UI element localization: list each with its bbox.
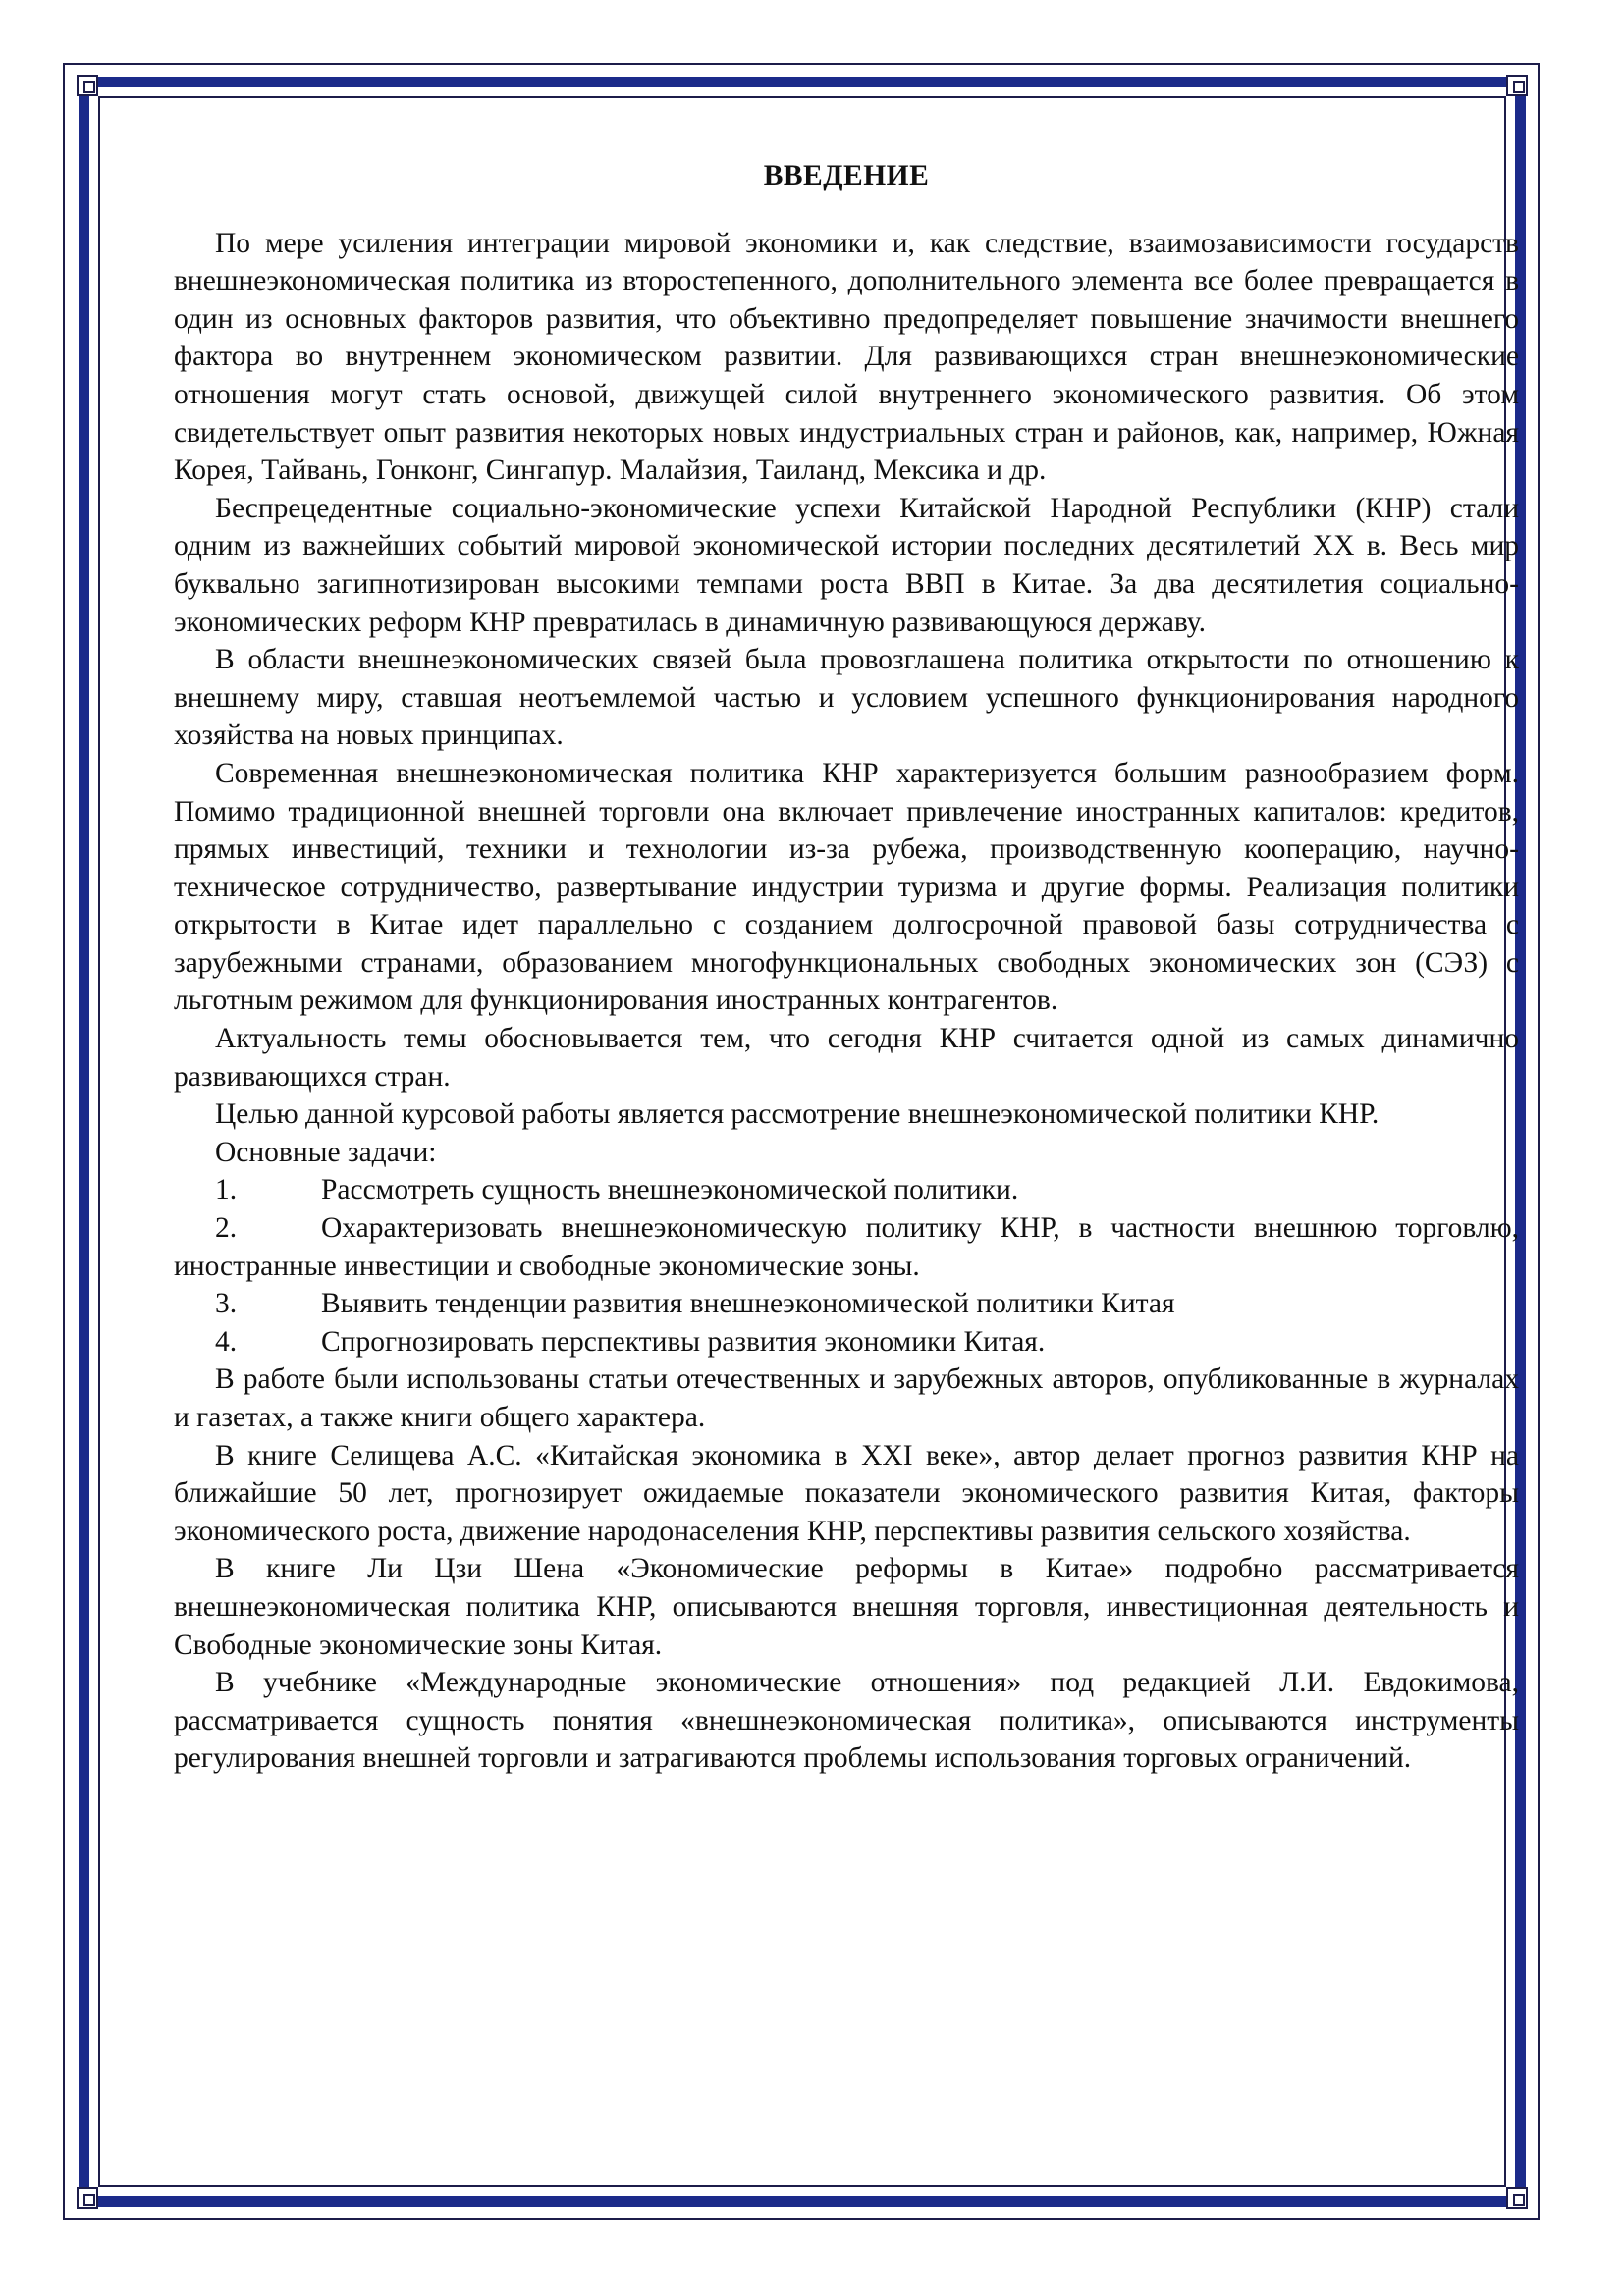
frame-corner-ornament	[1506, 2187, 1528, 2209]
paragraph: Целью данной курсовой работы является рассмотрение внешнеэкономической политики КНР.	[215, 1098, 1380, 1131]
list-item-number: 4.	[215, 1325, 238, 1358]
list-item	[174, 1285, 1519, 1323]
paragraph: По мере усиления интеграции мировой экономики и, как следствие, взаимозависимости государств внешнеэкономическая политика из второстепенного, дополнительного элемента все более превращается в один из основных факторов развития, что объективно предопределяет повышение значимости внешнего фактора во внутреннем экономическом развитии. Для развивающихся стран внешнеэкономические отношения могут стать основой, движущей силой внутреннего экономического развития. Об этом свидетельствует опыт развития некоторых новых индустриальных стран и районов, как, например, Южная Корея, Тайвань, Гонконг, Сингапур. Малайзия, Таиланд, Мексика и др.	[174, 227, 1519, 487]
list-item	[174, 1323, 1519, 1362]
paragraph: В работе были использованы статьи отечественных и зарубежных авторов, опубликованные в журналах и газетах, а также книги общего характера.	[174, 1363, 1519, 1433]
list-item-text: Спрогнозировать перспективы развития экономики Китая.	[321, 1325, 1046, 1358]
paragraph: В книге Селищева А.С. «Китайская экономика в XXI веке», автор делает прогноз развития КНР на ближайшие 50 лет, прогнозирует ожидаемые показатели экономического развития Китая, факторы экономического роста, движение народонаселения КНР, перспективы развития сельского хозяйства.	[174, 1439, 1519, 1547]
paragraph: В учебнике «Международные экономические отношения» под редакцией Л.И. Евдокимова, рассматривается сущность понятия «внешнеэкономическая политика», описываются инструменты регулирования внешней торговли и затрагиваются проблемы использования торговых ограничений.	[174, 1667, 1519, 1775]
frame-corner-ornament	[77, 75, 98, 96]
paragraph: Актуальность темы обосновывается тем, что сегодня КНР считается одной из самых динамично развивающихся стран.	[174, 1023, 1519, 1093]
list-item-text: Охарактеризовать внешнеэкономическую политику КНР, в частности внешнюю торговлю, иностранные инвестиции и свободные экономические зоны.	[174, 1212, 1519, 1282]
list-item-number: 1.	[215, 1174, 238, 1206]
list-item-text: Рассмотреть сущность внешнеэкономической политики.	[321, 1174, 1019, 1206]
frame-corner-ornament	[77, 2187, 98, 2209]
list-item-number: 2.	[215, 1212, 238, 1245]
tasks-heading: Основные задачи:	[215, 1136, 437, 1168]
page-title: ВВЕДЕНИЕ	[763, 160, 930, 191]
paragraph: В области внешнеэкономических связей была провозглашена политика открытости по отношению к внешнему миру, ставшая неотъемлемой частью и условием успешного функционирования народного хозяйства на новых принципах.	[174, 644, 1519, 752]
paragraph: Современная внешнеэкономическая политика КНР характеризуется большим разнообразием форм. Помимо традиционной внешней торговли она включает привлечение иностранных капиталов: кредитов, прямых инвестиций, техники и технологии из-за рубежа, производственную кооперацию, научно-техническое сотрудничество, развертывание индустрии туризма и другие формы. Реализация политики открытости в Китае идет параллельно с созданием долгосрочной правовой базы сотрудничества с зарубежными странами, образованием многофункциональных свободных экономических зон (СЭЗ) с льготным режимом для функционирования иностранных контрагентов.	[174, 757, 1519, 1017]
paragraph: В книге Ли Цзи Шена «Экономические реформы в Китае» подробно рассматривается внешнеэкономическая политика КНР, описываются внешняя торговля, инвестиционная деятельность и Свободные экономические зоны Китая.	[174, 1553, 1519, 1661]
paragraph: Беспрецедентные социально-экономические успехи Китайской Народной Республики (КНР) стали одним из важнейших событий мировой экономической истории последних десятилетий XX в. Весь мир буквально загипнотизирован высокими темпами роста ВВП в Китае. За два десятилетия социально-экономических реформ КНР превратилась в динамичную развивающуюся державу.	[174, 492, 1519, 638]
list-item-number: 3.	[215, 1288, 238, 1320]
list-item-text: Выявить тенденции развития внешнеэкономической политики Китая	[321, 1288, 1175, 1320]
list-item	[174, 1209, 1519, 1285]
list-item	[174, 1171, 1519, 1209]
frame-corner-ornament	[1506, 75, 1528, 96]
document-body	[174, 157, 1519, 1778]
